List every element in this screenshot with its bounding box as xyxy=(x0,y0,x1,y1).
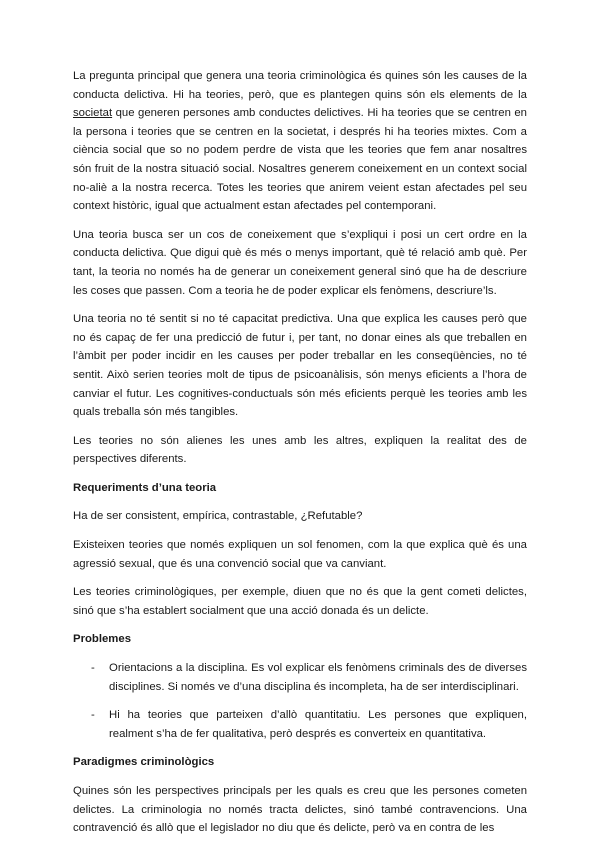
list-item xyxy=(73,659,527,696)
list-item xyxy=(73,706,527,743)
underlined-word-societat: societat xyxy=(73,107,113,120)
paragraph-causes-part-a: La pregunta principal que genera una teoria criminològica és quines són les causes de la conducta delictiva. Hi ha teories, però, que es plantegen quins són els elements de la xyxy=(73,70,527,101)
list-item-text: Hi ha teories que parteixen d’allò quantitatiu. Les persones que expliquen, realment s’ha de fer qualitativa, però després es converteix en quantitativa. xyxy=(109,709,527,740)
paragraph-consistent: Ha de ser consistent, empírica, contrastable, ¿Refutable? xyxy=(73,510,363,523)
heading-problemes: Problemes xyxy=(73,633,132,646)
paragraph-causes xyxy=(73,67,527,216)
paragraph-causes-part-b: que generen persones amb conductes delictives. Hi ha teories que se centren en la persona i teories que se centren en la societat, i després hi ha teories mixtes. Com a ciència social que so no podem perdre de vista que les teories que fem anar nosaltres són fruit de la nostra situació social. Nosaltres generem coneixement en un context social no-aliè a la nostra recerca. Totes les teories que anirem veient estan afectades pel seu context històric, igual que actualment estan afectades pel contemporani. xyxy=(73,107,527,213)
paragraph-teories-criminologiques: Les teories criminològiques, per exemple, diuen que no és que la gent cometi delictes, sinó que s’ha establert socialment que una acció donada és un delicte. xyxy=(73,586,527,617)
paragraph-capacitat-predictiva: Una teoria no té sentit si no té capacitat predictiva. Una que explica les causes però que no és capaç de fer una predicció de futur i, per tant, no donar eines als que treballen en l’àmbit per poder incidir en les causes per poder treballar en les conseqüències, no té sentit. Això serien teories molt de tipus de psicoanàlisis, són menys eficients a l’hora de canviar el futur. Les cognitives-conductuals són més eficients perquè les teories amb les quals treballa són més tangibles. xyxy=(73,313,527,419)
paragraph-perspectives: Quines són les perspectives principals per les quals es creu que les persones cometen delictes. La criminologia no només tracta delictes, sinó també contravencions. Una contravenció és allò que el legislador no diu que és delicte, però va en contra de les xyxy=(73,785,527,835)
dash-marker: - xyxy=(91,662,95,675)
heading-requeriments: Requeriments d’una teoria xyxy=(73,481,217,494)
paragraph-teories-alienes: Les teories no són alienes les unes amb les altres, expliquen la realitat des de perspectives diferents. xyxy=(73,434,527,466)
problemes-list xyxy=(73,659,527,743)
paragraph-sol-fenomen: Existeixen teories que només expliquen un sol fenomen, com la que explica què és una agressió sexual, que és una convenció social que va canviant. xyxy=(73,539,527,570)
paragraph-cos-coneixement: Una teoria busca ser un cos de coneixement que s’expliqui i posi un cert ordre en la conducta delictiva. Que digui què és més o menys important, què té relació amb què. Per tant, la teoria no només ha de generar un coneixement general sinó que ha de descriure les coses que passen. Com a teoria he de poder explicar els fenòmens, descriure’ls. xyxy=(73,228,527,297)
dash-marker: - xyxy=(91,709,95,722)
heading-paradigmes: Paradigmes criminològics xyxy=(73,756,215,769)
list-item-text: Orientacions a la disciplina. Es vol explicar els fenòmens criminals des de diverses disciplines. Si només ve d’una disciplina és incompleta, ha de ser interdisciplinari. xyxy=(109,662,527,693)
